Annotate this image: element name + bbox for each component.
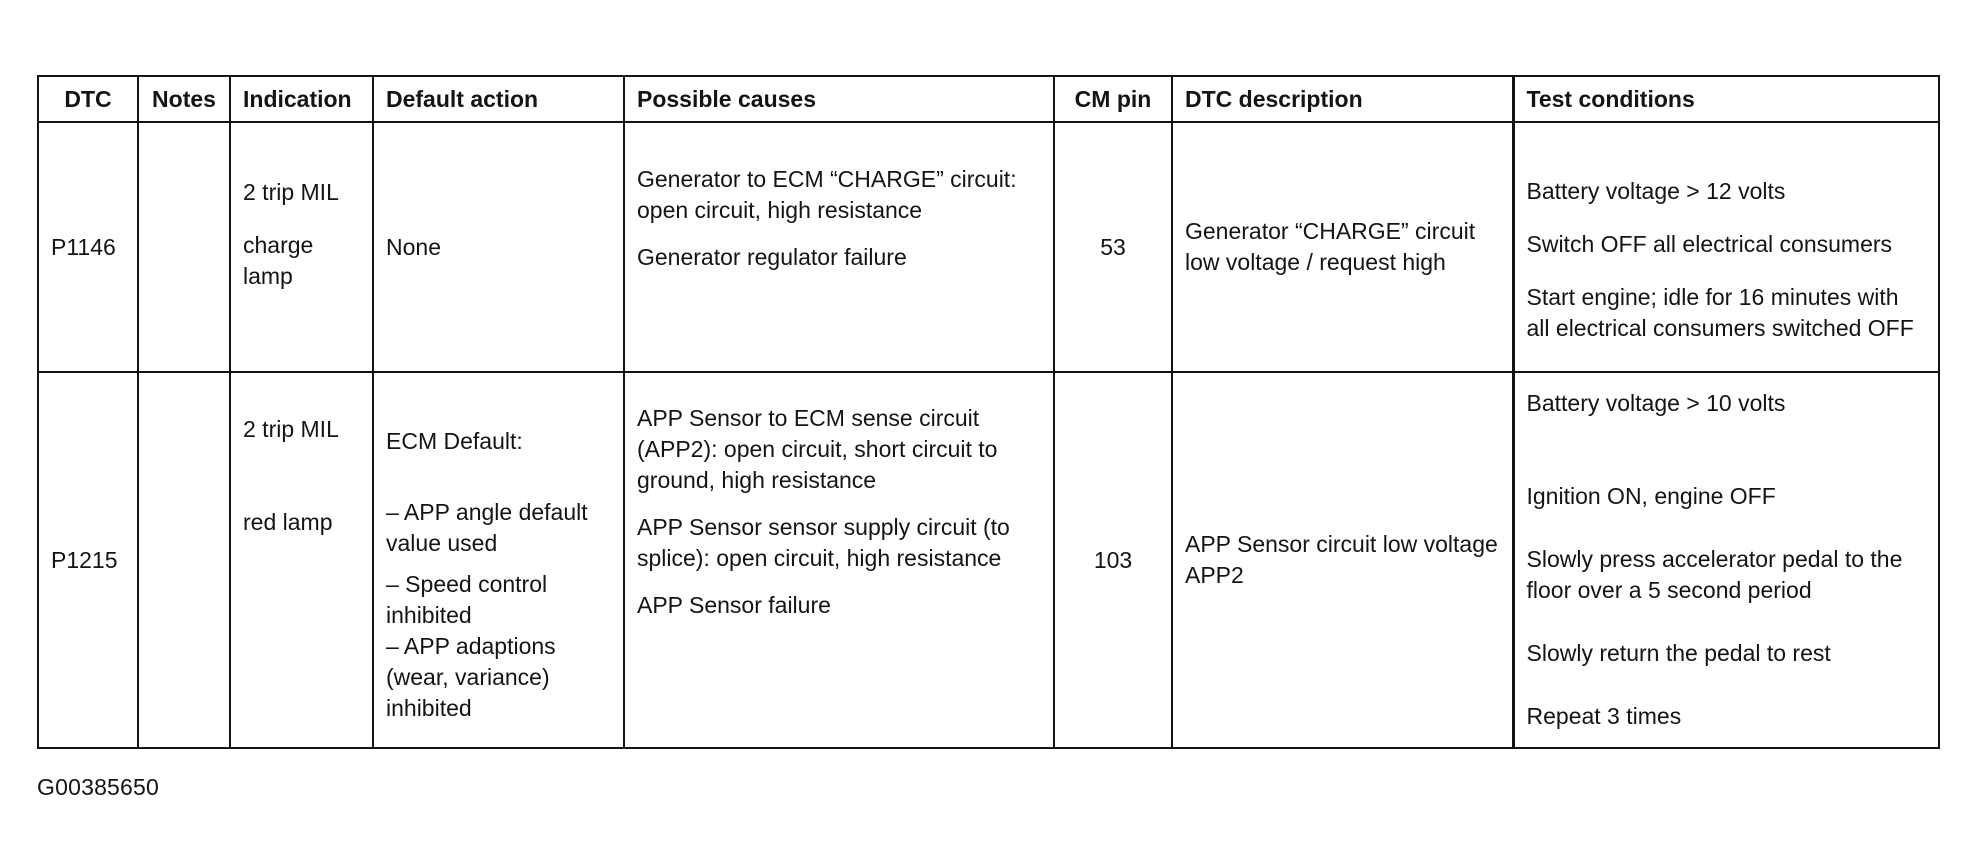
possible-cause-item: Generator regulator failure [637, 243, 907, 270]
default-action-cell [373, 372, 624, 748]
table-row [38, 372, 1939, 748]
test-condition-item: Battery voltage > 10 volts [1526, 390, 1786, 416]
possible-cause-item: Generator to ECM “CHARGE” circuit: open circuit, high resistance [637, 165, 1017, 223]
table-header-row [38, 76, 1939, 122]
test-conditions-cell [1513, 122, 1939, 372]
test-condition-item: Switch OFF all electrical consumers [1526, 231, 1893, 257]
dtc-table [37, 75, 1940, 749]
possible-cause-item: APP Sensor to ECM sense circuit (APP2): open circuit, short circuit to ground, high resistance [637, 405, 998, 493]
possible-causes-cell [624, 122, 1054, 372]
header-dtc-description: DTC description [1172, 76, 1513, 122]
default-action-item: None [386, 233, 441, 260]
header-dtc: DTC [38, 76, 138, 122]
notes-cell [138, 372, 230, 748]
dtc-description-cell: Generator “CHARGE” circuit low voltage / request high [1172, 122, 1513, 372]
default-action-item: – APP adaptions (wear, variance) inhibited [386, 633, 556, 721]
dtc-code: P1146 [38, 122, 138, 372]
indication-item: charge lamp [243, 231, 314, 289]
test-condition-item: Start engine; idle for 16 minutes with all electrical consumers switched OFF [1526, 284, 1914, 341]
test-condition-item: Slowly return the pedal to rest [1526, 640, 1831, 666]
test-condition-item: Ignition ON, engine OFF [1526, 483, 1776, 509]
header-cm-pin: CM pin [1054, 76, 1172, 122]
test-conditions-cell [1513, 372, 1939, 748]
table-row [38, 122, 1939, 372]
possible-cause-item: APP Sensor sensor supply circuit (to splice): open circuit, high resistance [637, 514, 1010, 571]
default-action-item: – Speed control inhibited [386, 571, 548, 628]
indication-item: 2 trip MIL [243, 178, 339, 205]
notes-cell [138, 122, 230, 372]
default-action-cell [373, 122, 624, 372]
header-notes: Notes [138, 76, 230, 122]
dtc-code: P1215 [38, 372, 138, 748]
header-possible-causes: Possible causes [624, 76, 1054, 122]
possible-causes-cell [624, 372, 1054, 748]
test-condition-item: Battery voltage > 12 volts [1526, 178, 1786, 204]
possible-cause-item: APP Sensor failure [637, 592, 831, 618]
indication-item: red lamp [243, 509, 333, 535]
indication-item: 2 trip MIL [243, 416, 339, 442]
default-action-item: ECM Default: [386, 428, 523, 454]
test-condition-item: Slowly press accelerator pedal to the floor over a 5 second period [1526, 546, 1903, 603]
header-test-conditions: Test conditions [1513, 76, 1939, 122]
indication-cell [230, 122, 373, 372]
dtc-description-cell: APP Sensor circuit low voltage APP2 [1172, 372, 1513, 748]
cm-pin-cell: 53 [1054, 122, 1172, 372]
test-condition-item: Repeat 3 times [1526, 703, 1682, 729]
cm-pin-cell: 103 [1054, 372, 1172, 748]
default-action-item: – APP angle default value used [386, 499, 588, 556]
figure-id: G00385650 [37, 774, 160, 800]
header-default-action: Default action [373, 76, 624, 122]
indication-cell [230, 372, 373, 748]
header-indication: Indication [230, 76, 373, 122]
